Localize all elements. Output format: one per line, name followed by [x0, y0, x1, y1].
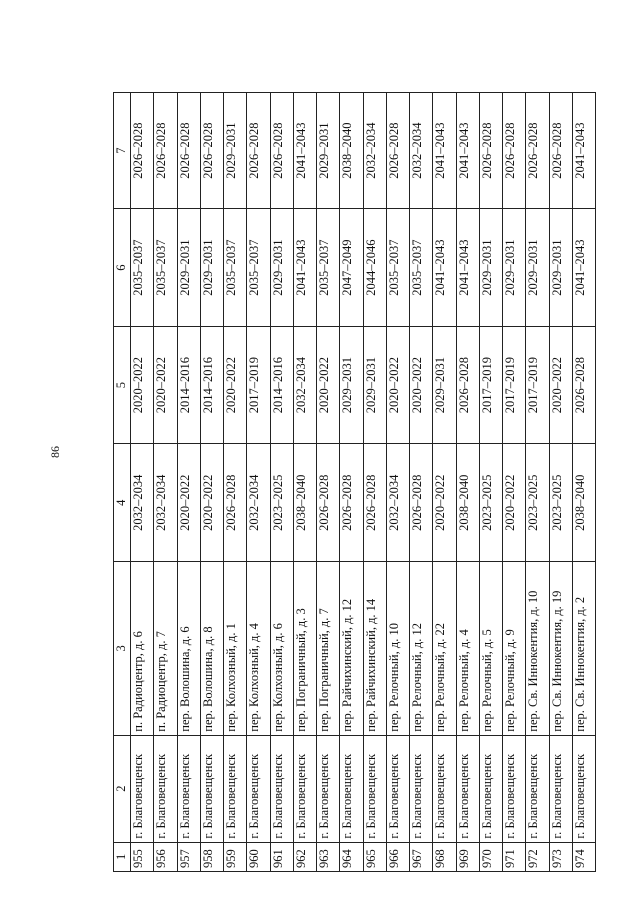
page-number: 86	[48, 446, 62, 458]
table-row	[131, 93, 154, 872]
cell-row-number: 963	[317, 842, 340, 871]
cell-col-5-period: 2029–2031	[433, 326, 456, 444]
cell-row-number: 970	[479, 842, 502, 871]
cell-address: пер. Релочный, д. 9	[503, 562, 526, 736]
cell-address: пер. Св. Иннокентия, д. 10	[526, 562, 549, 736]
header-cell-3: 3	[114, 562, 131, 736]
cell-city: г. Благовещенск	[154, 735, 177, 842]
cell-city: г. Благовещенск	[572, 735, 595, 842]
cell-row-number: 971	[503, 842, 526, 871]
header-cell-1: 1	[114, 842, 131, 871]
cell-col-5-period: 2029–2031	[363, 326, 386, 444]
cell-col-7-period: 2026–2028	[386, 93, 409, 209]
table-container	[113, 92, 640, 868]
header-cell-7: 7	[114, 93, 131, 209]
cell-col-5-period: 2017–2019	[526, 326, 549, 444]
cell-city: г. Благовещенск	[410, 735, 433, 842]
cell-col-7-period: 2026–2028	[154, 93, 177, 209]
cell-col-5-period: 2017–2019	[503, 326, 526, 444]
cell-col-7-period: 2041–2043	[456, 93, 479, 209]
cell-col-5-period: 2014–2016	[270, 326, 293, 444]
cell-col-6-period: 2029–2031	[479, 209, 502, 327]
table-row	[224, 93, 247, 872]
cell-col-7-period: 2026–2028	[503, 93, 526, 209]
cell-city: г. Благовещенск	[247, 735, 270, 842]
cell-col-4-period: 2032–2034	[131, 444, 154, 562]
cell-city: г. Благовещенск	[549, 735, 572, 842]
cell-row-number: 956	[154, 842, 177, 871]
cell-col-5-period: 2029–2031	[340, 326, 363, 444]
cell-city: г. Благовещенск	[177, 735, 200, 842]
cell-col-4-period: 2038–2040	[293, 444, 316, 562]
cell-col-6-period: 2041–2043	[572, 209, 595, 327]
cell-col-7-period: 2026–2028	[270, 93, 293, 209]
cell-col-5-period: 2017–2019	[247, 326, 270, 444]
cell-col-7-period: 2038–2040	[340, 93, 363, 209]
table-row	[293, 93, 316, 872]
cell-col-7-period: 2029–2031	[224, 93, 247, 209]
cell-col-6-period: 2047–2049	[340, 209, 363, 327]
table-row	[526, 93, 549, 872]
cell-col-7-period: 2026–2028	[131, 93, 154, 209]
header-cell-5: 5	[114, 326, 131, 444]
cell-col-4-period: 2032–2034	[154, 444, 177, 562]
table-row	[479, 93, 502, 872]
cell-city: г. Благовещенск	[526, 735, 549, 842]
cell-address: пер. Релочный, д. 12	[410, 562, 433, 736]
cell-address: пер. Св. Иннокентия, д. 19	[549, 562, 572, 736]
cell-city: г. Благовещенск	[293, 735, 316, 842]
cell-row-number: 966	[386, 842, 409, 871]
cell-col-5-period: 2032–2034	[293, 326, 316, 444]
cell-address: п. Радиоцентр, д. 6	[131, 562, 154, 736]
cell-city: г. Благовещенск	[386, 735, 409, 842]
cell-col-6-period: 2029–2031	[270, 209, 293, 327]
table-row	[572, 93, 595, 872]
cell-city: г. Благовещенск	[479, 735, 502, 842]
cell-row-number: 968	[433, 842, 456, 871]
cell-col-4-period: 2023–2025	[270, 444, 293, 562]
header-cell-2: 2	[114, 735, 131, 842]
cell-col-6-period: 2029–2031	[177, 209, 200, 327]
table-row	[270, 93, 293, 872]
cell-row-number: 965	[363, 842, 386, 871]
cell-col-5-period: 2020–2022	[410, 326, 433, 444]
cell-col-4-period: 2020–2022	[200, 444, 223, 562]
cell-row-number: 957	[177, 842, 200, 871]
table-row	[317, 93, 340, 872]
cell-city: г. Благовещенск	[317, 735, 340, 842]
cell-col-7-period: 2029–2031	[317, 93, 340, 209]
cell-address: пер. Релочный, д. 5	[479, 562, 502, 736]
cell-row-number: 972	[526, 842, 549, 871]
cell-col-6-period: 2029–2031	[549, 209, 572, 327]
cell-city: г. Благовещенск	[456, 735, 479, 842]
cell-col-4-period: 2032–2034	[386, 444, 409, 562]
cell-address: пер. Волошина, д. 8	[200, 562, 223, 736]
table-row	[177, 93, 200, 872]
cell-city: г. Благовещенск	[340, 735, 363, 842]
cell-col-6-period: 2041–2043	[433, 209, 456, 327]
cell-col-5-period: 2014–2016	[200, 326, 223, 444]
cell-col-4-period: 2032–2034	[247, 444, 270, 562]
header-row	[114, 93, 131, 872]
cell-col-7-period: 2026–2028	[200, 93, 223, 209]
cell-col-5-period: 2020–2022	[549, 326, 572, 444]
cell-address: пер. Релочный, д. 4	[456, 562, 479, 736]
cell-row-number: 955	[131, 842, 154, 871]
cell-city: г. Благовещенск	[131, 735, 154, 842]
cell-col-4-period: 2038–2040	[456, 444, 479, 562]
cell-col-5-period: 2017–2019	[479, 326, 502, 444]
header-cell-4: 4	[114, 444, 131, 562]
cell-col-5-period: 2020–2022	[154, 326, 177, 444]
cell-address: пер. Св. Иннокентия, д. 2	[572, 562, 595, 736]
cell-col-7-period: 2041–2043	[293, 93, 316, 209]
cell-address: пер. Колхозный, д. 6	[270, 562, 293, 736]
cell-col-6-period: 2035–2037	[317, 209, 340, 327]
cell-col-5-period: 2020–2022	[317, 326, 340, 444]
data-table	[113, 92, 596, 872]
cell-col-5-period: 2026–2028	[572, 326, 595, 444]
cell-address: пер. Райчихинский, д. 12	[340, 562, 363, 736]
table-row	[340, 93, 363, 872]
cell-col-7-period: 2032–2034	[363, 93, 386, 209]
cell-col-6-period: 2041–2043	[293, 209, 316, 327]
cell-col-6-period: 2035–2037	[247, 209, 270, 327]
cell-row-number: 960	[247, 842, 270, 871]
cell-row-number: 974	[572, 842, 595, 871]
cell-col-6-period: 2035–2037	[131, 209, 154, 327]
cell-col-4-period: 2026–2028	[224, 444, 247, 562]
cell-col-6-period: 2044–2046	[363, 209, 386, 327]
cell-col-7-period: 2041–2043	[572, 93, 595, 209]
cell-row-number: 958	[200, 842, 223, 871]
cell-col-4-period: 2026–2028	[410, 444, 433, 562]
cell-col-4-period: 2026–2028	[363, 444, 386, 562]
cell-city: г. Благовещенск	[503, 735, 526, 842]
cell-col-5-period: 2026–2028	[456, 326, 479, 444]
cell-city: г. Благовещенск	[433, 735, 456, 842]
cell-city: г. Благовещенск	[363, 735, 386, 842]
cell-col-6-period: 2035–2037	[410, 209, 433, 327]
cell-col-6-period: 2029–2031	[200, 209, 223, 327]
cell-address: пер. Релочный, д. 22	[433, 562, 456, 736]
table-row	[247, 93, 270, 872]
cell-row-number: 964	[340, 842, 363, 871]
cell-col-4-period: 2026–2028	[317, 444, 340, 562]
cell-address: п. Радиоцентр, д. 7	[154, 562, 177, 736]
cell-row-number: 959	[224, 842, 247, 871]
table-row	[363, 93, 386, 872]
cell-address: пер. Райчихинский, д. 14	[363, 562, 386, 736]
cell-col-6-period: 2029–2031	[526, 209, 549, 327]
cell-city: г. Благовещенск	[200, 735, 223, 842]
cell-row-number: 961	[270, 842, 293, 871]
cell-col-6-period: 2035–2037	[154, 209, 177, 327]
cell-row-number: 973	[549, 842, 572, 871]
cell-col-4-period: 2038–2040	[572, 444, 595, 562]
table-row	[503, 93, 526, 872]
table-row	[386, 93, 409, 872]
cell-col-7-period: 2026–2028	[526, 93, 549, 209]
cell-row-number: 962	[293, 842, 316, 871]
cell-col-6-period: 2041–2043	[456, 209, 479, 327]
cell-address: пер. Колхозный, д. 1	[224, 562, 247, 736]
rotated-table	[113, 92, 596, 872]
cell-address: пер. Колхозный, д. 4	[247, 562, 270, 736]
cell-col-6-period: 2035–2037	[386, 209, 409, 327]
cell-col-5-period: 2020–2022	[386, 326, 409, 444]
cell-address: пер. Пограничный, д. 7	[317, 562, 340, 736]
cell-col-6-period: 2029–2031	[503, 209, 526, 327]
cell-city: г. Благовещенск	[224, 735, 247, 842]
cell-col-7-period: 2026–2028	[549, 93, 572, 209]
cell-col-7-period: 2041–2043	[433, 93, 456, 209]
cell-row-number: 967	[410, 842, 433, 871]
table-body	[131, 93, 596, 872]
table-row	[154, 93, 177, 872]
cell-city: г. Благовещенск	[270, 735, 293, 842]
cell-col-7-period: 2026–2028	[177, 93, 200, 209]
table-row	[200, 93, 223, 872]
cell-col-5-period: 2014–2016	[177, 326, 200, 444]
cell-row-number: 969	[456, 842, 479, 871]
cell-col-4-period: 2023–2025	[479, 444, 502, 562]
cell-col-4-period: 2020–2022	[503, 444, 526, 562]
cell-col-7-period: 2026–2028	[479, 93, 502, 209]
cell-col-6-period: 2035–2037	[224, 209, 247, 327]
cell-col-7-period: 2032–2034	[410, 93, 433, 209]
table-row	[433, 93, 456, 872]
cell-col-7-period: 2026–2028	[247, 93, 270, 209]
cell-address: пер. Волошина, д. 6	[177, 562, 200, 736]
table-row	[456, 93, 479, 872]
cell-col-5-period: 2020–2022	[224, 326, 247, 444]
header-cell-6: 6	[114, 209, 131, 327]
table-row	[549, 93, 572, 872]
cell-address: пер. Пограничный, д. 3	[293, 562, 316, 736]
cell-col-4-period: 2026–2028	[340, 444, 363, 562]
cell-col-5-period: 2020–2022	[131, 326, 154, 444]
cell-address: пер. Релочный, д. 10	[386, 562, 409, 736]
cell-col-4-period: 2023–2025	[549, 444, 572, 562]
cell-col-4-period: 2020–2022	[433, 444, 456, 562]
cell-col-4-period: 2020–2022	[177, 444, 200, 562]
table-row	[410, 93, 433, 872]
cell-col-4-period: 2023–2025	[526, 444, 549, 562]
